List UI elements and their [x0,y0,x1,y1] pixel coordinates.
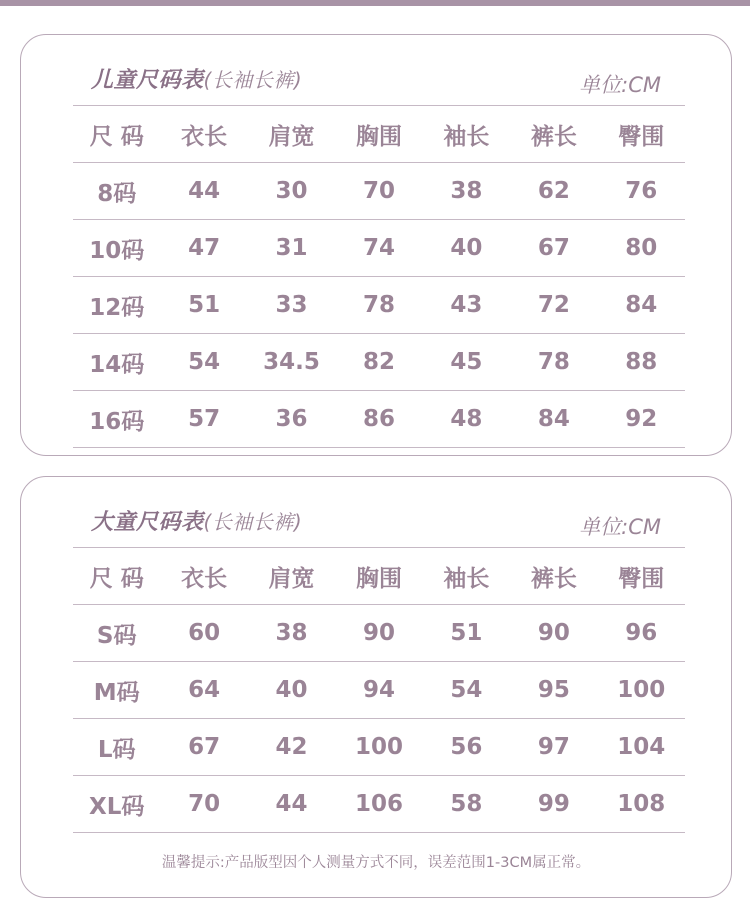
cell-hip: 92 [598,391,685,448]
cell-sleeve: 40 [423,220,510,277]
cell-sleeve: 51 [423,605,510,662]
cell-chest: 90 [335,605,422,662]
cell-length: 60 [160,605,247,662]
header-chest: 胸围 [335,106,422,163]
cell-shoulder: 44 [248,776,335,833]
cell-length: 67 [160,719,247,776]
cell-pants-length: 78 [510,334,597,391]
kids-chart-subtitle: (长袖长裤) [203,68,303,92]
table-row [73,605,685,662]
table-row [73,277,685,334]
top-accent-band [0,0,750,6]
header-length: 衣长 [160,548,247,605]
cell-sleeve: 43 [423,277,510,334]
cell-chest: 86 [335,391,422,448]
measurement-tip: 温馨提示:产品版型因个人测量方式不同，误差范围1-3CM属正常。 [161,855,591,871]
cell-size: 16码 [73,391,160,448]
cell-sleeve: 48 [423,391,510,448]
cell-sleeve: 45 [423,334,510,391]
header-hip: 臀围 [598,548,685,605]
big-chart-subtitle: (长袖长裤) [203,510,303,534]
table-row [73,391,685,448]
cell-chest: 82 [335,334,422,391]
table-header-row [73,548,685,605]
cell-sleeve: 56 [423,719,510,776]
cell-hip: 76 [598,163,685,220]
table-header-row [73,106,685,163]
cell-chest: 100 [335,719,422,776]
cell-length: 64 [160,662,247,719]
cell-length: 70 [160,776,247,833]
header-length: 衣长 [160,106,247,163]
header-chest: 胸围 [335,548,422,605]
table-row [73,220,685,277]
cell-hip: 96 [598,605,685,662]
cell-length: 57 [160,391,247,448]
cell-shoulder: 30 [248,163,335,220]
cell-pants-length: 95 [510,662,597,719]
cell-size: XL码 [73,776,160,833]
cell-pants-length: 67 [510,220,597,277]
header-shoulder: 肩宽 [248,106,335,163]
kids-chart-title [91,63,302,94]
big-chart-unit: 单位:CM [579,515,661,539]
cell-shoulder: 40 [248,662,335,719]
cell-size: 12码 [73,277,160,334]
cell-pants-length: 99 [510,776,597,833]
cell-hip: 100 [598,662,685,719]
table-row [73,776,685,833]
cell-size: L码 [73,719,160,776]
big-kids-size-table [73,547,685,833]
cell-chest: 74 [335,220,422,277]
cell-length: 51 [160,277,247,334]
cell-sleeve: 58 [423,776,510,833]
cell-shoulder: 33 [248,277,335,334]
kids-chart-unit: 单位:CM [579,73,661,97]
big-kids-size-chart-card [20,476,732,898]
header-shoulder: 肩宽 [248,548,335,605]
cell-hip: 104 [598,719,685,776]
big-chart-title [91,505,302,536]
header-size: 尺 码 [73,548,160,605]
header-size: 尺 码 [73,106,160,163]
cell-pants-length: 90 [510,605,597,662]
header-sleeve: 袖长 [423,106,510,163]
cell-chest: 70 [335,163,422,220]
table-row [73,719,685,776]
cell-shoulder: 36 [248,391,335,448]
cell-chest: 94 [335,662,422,719]
header-sleeve: 袖长 [423,548,510,605]
table-row [73,662,685,719]
cell-length: 54 [160,334,247,391]
table-row [73,163,685,220]
cell-size: 10码 [73,220,160,277]
cell-size: 14码 [73,334,160,391]
cell-size: S码 [73,605,160,662]
cell-chest: 106 [335,776,422,833]
header-pants-length: 裤长 [510,106,597,163]
cell-pants-length: 72 [510,277,597,334]
cell-pants-length: 62 [510,163,597,220]
kids-size-table [73,105,685,448]
cell-sleeve: 54 [423,662,510,719]
cell-shoulder: 38 [248,605,335,662]
cell-shoulder: 42 [248,719,335,776]
cell-length: 47 [160,220,247,277]
cell-chest: 78 [335,277,422,334]
cell-length: 44 [160,163,247,220]
cell-shoulder: 34.5 [248,334,335,391]
header-pants-length: 裤长 [510,548,597,605]
cell-hip: 80 [598,220,685,277]
cell-hip: 108 [598,776,685,833]
cell-hip: 88 [598,334,685,391]
cell-size: M码 [73,662,160,719]
cell-sleeve: 38 [423,163,510,220]
kids-size-chart-card [20,34,732,456]
header-hip: 臀围 [598,106,685,163]
cell-shoulder: 31 [248,220,335,277]
kids-chart-title-text: 儿童尺码表 [91,68,204,93]
table-row [73,334,685,391]
cell-pants-length: 97 [510,719,597,776]
cell-pants-length: 84 [510,391,597,448]
big-chart-title-text: 大童尺码表 [91,510,204,535]
cell-hip: 84 [598,277,685,334]
cell-size: 8码 [73,163,160,220]
